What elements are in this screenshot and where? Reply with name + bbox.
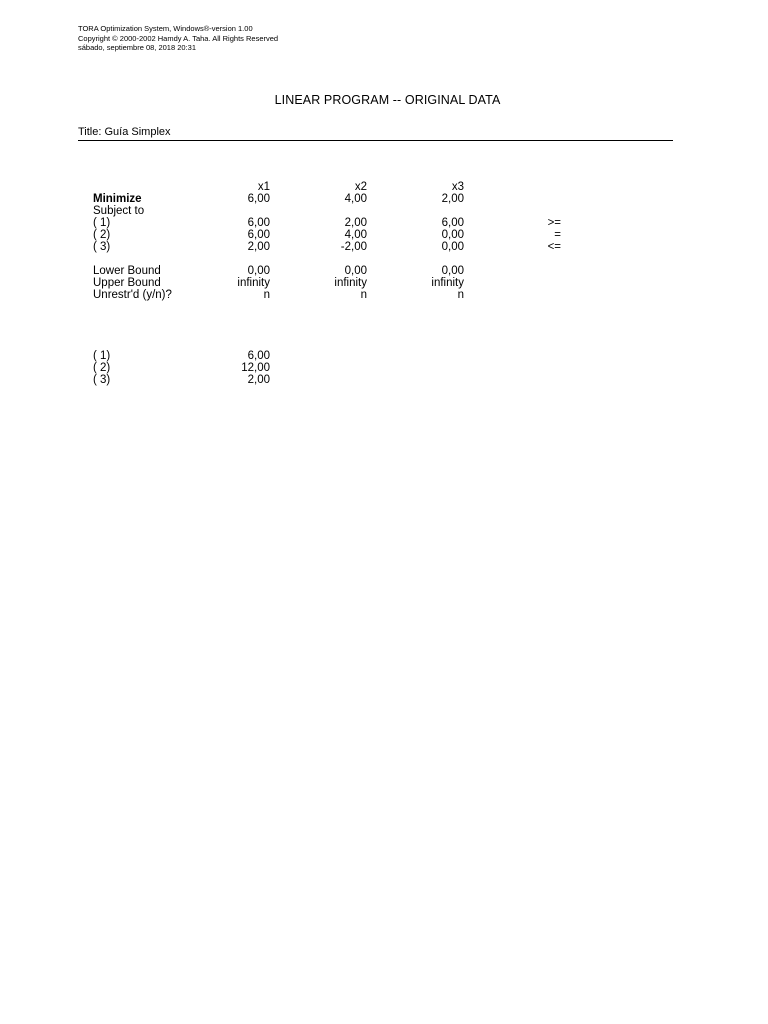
constraint-sign: <= [547, 241, 561, 253]
bound-x2: infinity [334, 277, 367, 289]
objective-x2: 4,00 [344, 193, 367, 205]
bound-x3: 0,00 [441, 265, 464, 277]
objective-x3: 2,00 [441, 193, 464, 205]
constraint-x1: 6,00 [247, 217, 270, 229]
subject-to-row [0, 205, 768, 217]
rhs-label: ( 3) [93, 374, 111, 386]
rhs-row [0, 350, 768, 362]
constraint-label: ( 3) [93, 241, 111, 253]
column-header-x3: x3 [451, 181, 464, 193]
subject-to-label: Subject to [93, 205, 145, 217]
bound-x1: n [263, 289, 270, 301]
bound-label: Unrestr'd (y/n)? [93, 289, 172, 301]
objective-row [0, 193, 768, 205]
constraint-label: ( 2) [93, 229, 111, 241]
problem-title: Title: Guía Simplex [78, 126, 673, 141]
bound-row [0, 277, 768, 289]
constraint-x2: -2,00 [340, 241, 367, 253]
header-date-line: sábado, septiembre 08, 2018 20:31 [78, 43, 197, 52]
bound-x3: n [457, 289, 464, 301]
rhs-label: ( 2) [93, 362, 111, 374]
constraint-x1: 2,00 [247, 241, 270, 253]
objective-x1: 6,00 [247, 193, 270, 205]
constraint-label: ( 1) [93, 217, 111, 229]
rhs-value: 6,00 [247, 350, 270, 362]
constraint-row [0, 217, 768, 229]
rhs-row [0, 374, 768, 386]
constraint-sign: = [554, 229, 561, 241]
bound-x1: 0,00 [247, 265, 270, 277]
bound-label: Lower Bound [93, 265, 161, 277]
bound-row [0, 265, 768, 277]
bound-row [0, 289, 768, 301]
rhs-value: 2,00 [247, 374, 270, 386]
column-header-row [0, 181, 768, 193]
constraint-sign: >= [547, 217, 561, 229]
header-copyright-line: Copyright © 2000-2002 Hamdy A. Taha. All Rights Reserved [78, 33, 279, 43]
constraint-x1: 6,00 [247, 229, 270, 241]
constraint-x3: 0,00 [441, 241, 464, 253]
bound-x2: 0,00 [344, 265, 367, 277]
rhs-label: ( 1) [93, 350, 111, 362]
objective-label: Minimize [93, 193, 142, 205]
rhs-value: 12,00 [241, 362, 270, 374]
column-header-x2: x2 [354, 181, 367, 193]
constraint-row [0, 241, 768, 253]
constraint-row [0, 229, 768, 241]
bound-x3: infinity [431, 277, 464, 289]
constraint-x3: 6,00 [441, 217, 464, 229]
bound-x2: n [360, 289, 367, 301]
bound-x1: infinity [237, 277, 270, 289]
rhs-row [0, 362, 768, 374]
bound-label: Upper Bound [93, 277, 161, 289]
constraint-x2: 4,00 [344, 229, 367, 241]
constraint-x2: 2,00 [344, 217, 367, 229]
constraint-x3: 0,00 [441, 229, 464, 241]
header-software-line: TORA Optimization System, Windows®-version 1.00 [78, 24, 253, 33]
report-title: LINEAR PROGRAM -- ORIGINAL DATA [274, 93, 501, 107]
column-header-x1: x1 [257, 181, 270, 193]
